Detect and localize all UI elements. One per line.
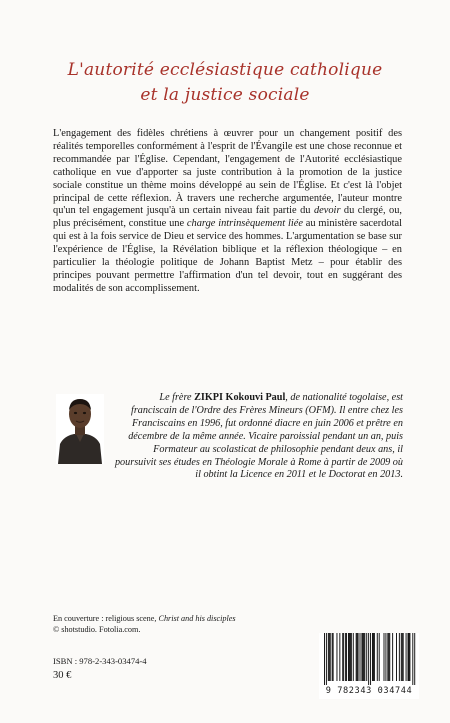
barcode-bar	[330, 633, 331, 681]
barcode-bar	[370, 633, 371, 685]
credits-artwork-title: Christ and his disciples	[158, 614, 236, 623]
author-bio-lead: Le frère	[159, 392, 195, 403]
barcode-bar	[363, 633, 364, 681]
barcode-bar	[385, 633, 386, 681]
barcode-bar	[403, 633, 404, 681]
barcode-bar	[353, 633, 354, 681]
barcode-bar	[329, 633, 330, 681]
barcode-bar	[401, 633, 402, 681]
author-name: ZIKPI Kokouvi Paul	[194, 392, 286, 403]
summary-text-1: L'engagement des fidèles chrétiens à œuvrer pour un changement positif des réalités temporelles conformément à l'esprit de l'Évangile est une chose reconnue et recommandée par l'Église. Cependant, l'engagement de l'Autorité ecclésiastique catholique en vue d'apporter sa juste contribution à la promotion de la justice sociale constitue un thème moins développé au sein de l'Église. Et c'est là l'objet principal de cette réflexion. À travers une recherche argumentée, l'auteur montre qu'un tel engagement jusqu'à un certain niveau fait partie du	[53, 128, 402, 217]
barcode-bar	[414, 633, 415, 685]
author-bio	[113, 392, 403, 482]
barcode-bar	[408, 633, 409, 681]
credits-copyright: © shotstudio. Fotolia.com.	[53, 625, 141, 634]
barcode-bar	[392, 633, 393, 681]
barcode-bar	[336, 633, 337, 681]
barcode-bar	[342, 633, 343, 681]
barcode-bar	[358, 633, 359, 681]
barcode-bar	[389, 633, 390, 681]
barcode-bar	[372, 633, 373, 681]
barcode-bar	[412, 633, 413, 685]
summary-text-2: du clergé, ou, plus précisément, constitue une	[53, 205, 402, 230]
barcode-bar	[364, 633, 365, 681]
barcode-bar	[360, 633, 361, 681]
book-title	[0, 58, 450, 108]
barcode-bar	[387, 633, 388, 681]
barcode-bar	[366, 633, 367, 681]
barcode-bar	[373, 633, 374, 681]
barcode-bar	[324, 633, 325, 685]
barcode-bar	[379, 633, 380, 681]
barcode-bar	[345, 633, 346, 681]
barcode-bar	[326, 633, 327, 685]
barcode-bar	[351, 633, 352, 681]
barcode-bar	[388, 633, 389, 681]
barcode-bar	[333, 633, 334, 681]
book-title-line-2: et la justice sociale	[140, 85, 310, 105]
price: 30 €	[53, 670, 72, 681]
barcode-bar	[357, 633, 358, 681]
barcode-bar	[384, 633, 385, 681]
barcode-bar	[377, 633, 378, 681]
barcode-bar	[348, 633, 349, 681]
barcode-bar	[361, 633, 362, 681]
barcode-bar	[350, 633, 351, 681]
cover-credits	[53, 613, 313, 635]
barcode-bar	[349, 633, 350, 681]
author-portrait-icon	[56, 394, 104, 464]
barcode-bar	[408, 633, 409, 681]
barcode-bar	[409, 633, 410, 681]
summary-emphasis-2: charge intrinsèquement liée	[186, 218, 303, 230]
book-title-line-1: L'autorité ecclésiastique catholique	[67, 60, 383, 80]
barcode-bar	[399, 633, 400, 681]
barcode-bar	[396, 633, 397, 681]
author-bio-text: , de nationalité togolaise, est franciscain de l'Ordre des Frères Mineurs (OFM). Il entre chez les Franciscains en 1996, fut ordonné diacre en juin 2006 et prêtre en décembre de la même année. Vicaire paroissial pendant un an, puis Formateur au scolasticat de philosophie pendant deux ans, il poursuivit ses études en Théologie Morale à Rome à partir de 2009 où il obtint la Licence en 2011 et le Doctorat en 2013.	[114, 392, 403, 481]
barcode-bar	[406, 633, 407, 681]
barcode-digits: 9 782343 034744	[325, 686, 413, 696]
isbn: ISBN : 978-2-343-03474-4	[53, 656, 147, 666]
author-portrait-image	[56, 394, 104, 464]
barcode-bar	[356, 633, 357, 681]
barcode-bar	[374, 633, 375, 681]
barcode-bar	[346, 633, 347, 681]
credits-prefix: En couverture : religious scene,	[53, 614, 159, 623]
barcode-bar	[328, 633, 329, 681]
book-summary	[53, 128, 402, 296]
summary-emphasis-1: devoir	[313, 205, 341, 217]
barcode-bar	[368, 633, 369, 685]
barcode-bars	[319, 633, 419, 685]
summary-text-3: au ministère sacerdotal qui est à la fois service de Dieu et service des hommes. L'argumentation se base sur l'expérience de l'Église, la Révélation biblique et la réflexion théologique – en particulier la théologie politique de Johann Baptist Metz – pour établir des principes pouvant permettre l'affirmation d'un tel devoir, tout en suggérant des modalités de son accomplissement.	[53, 218, 402, 294]
barcode-bar	[362, 633, 363, 681]
barcode	[319, 633, 419, 699]
barcode-bar	[402, 633, 403, 681]
barcode-bar	[332, 633, 333, 681]
barcode-bar	[339, 633, 340, 681]
barcode-bar	[343, 633, 344, 681]
